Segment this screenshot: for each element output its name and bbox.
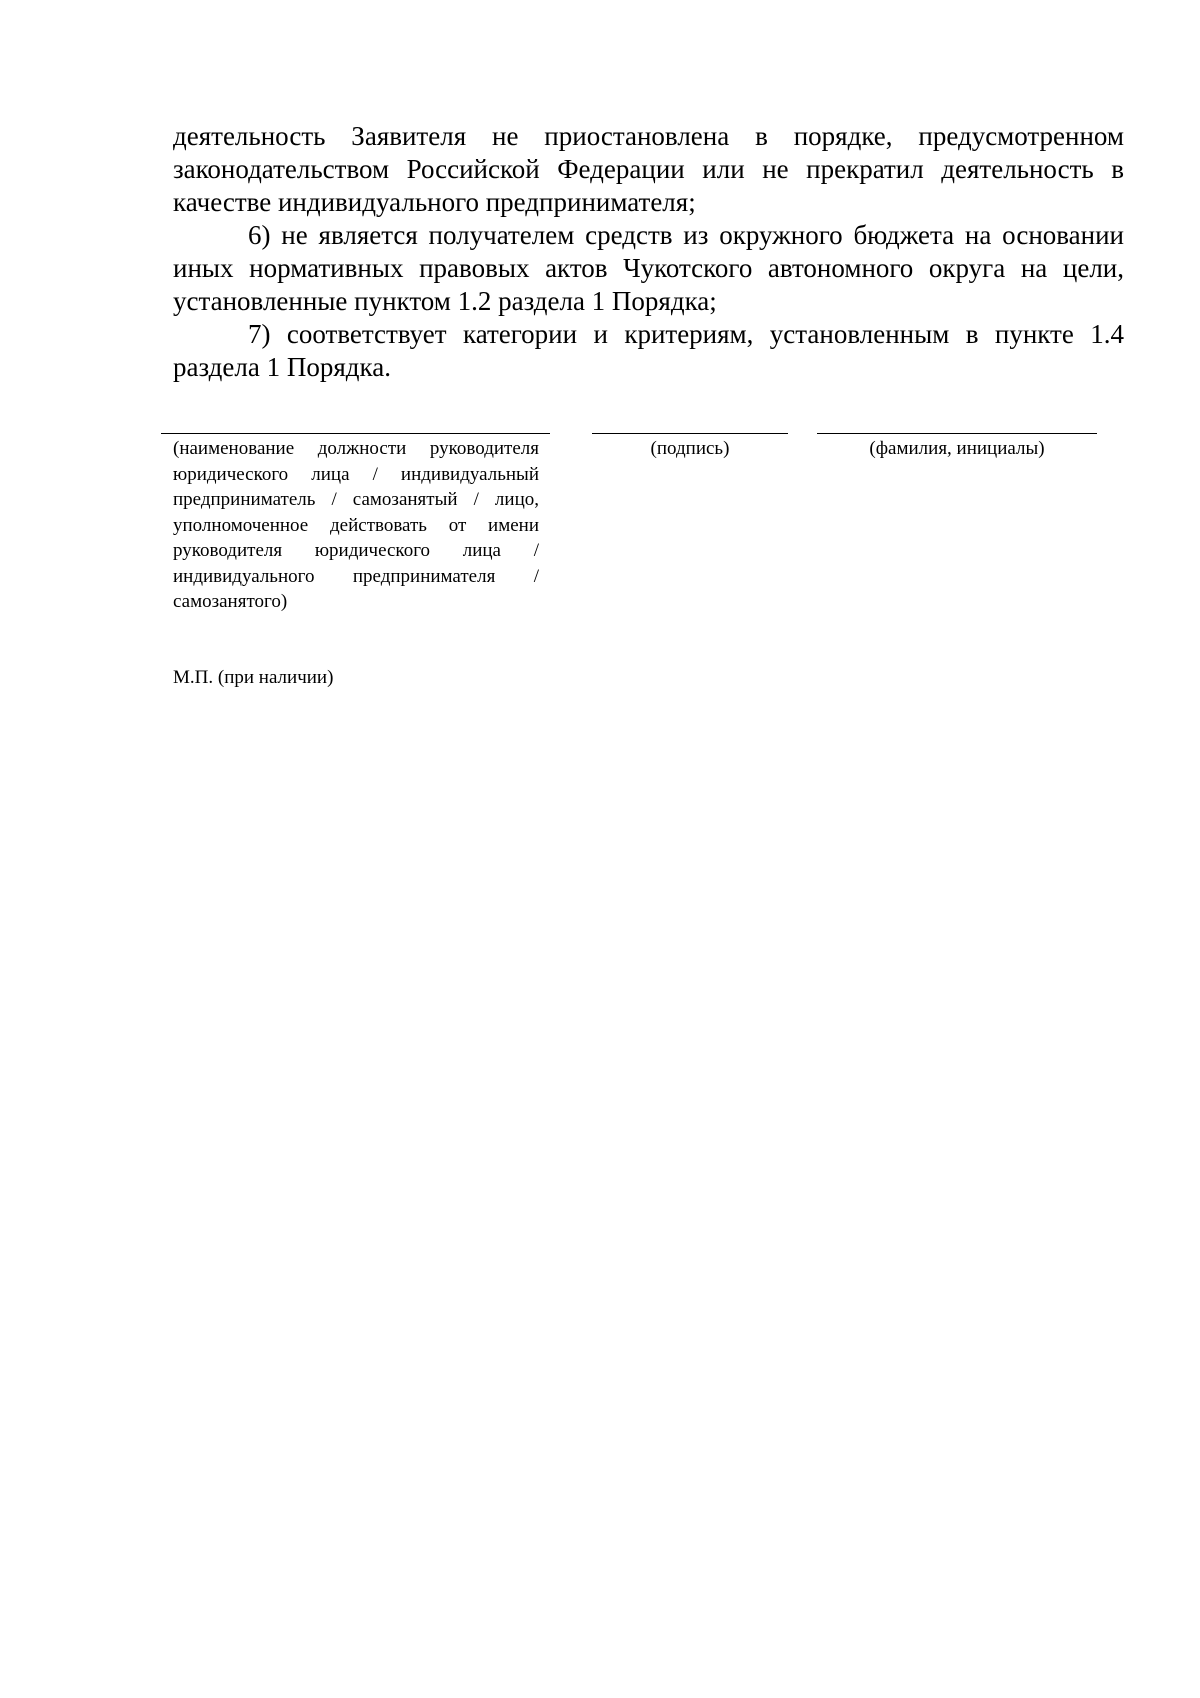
paragraph-activity-not-suspended: деятельность Заявителя не приостановлена в порядке, предусмотренном законодательством Российской Федерации или не прекратил деятельность в качестве индивидуального предпринимателя; (173, 121, 1124, 217)
stamp-note: М.П. (при наличии) (173, 667, 334, 688)
paragraph-item-6: 6) не является получателем средств из окружного бюджета на основании иных нормативных правовых актов Чукотского автономного округа на цели, установленные пунктом 1.2 раздела 1 Порядка; (173, 220, 1124, 316)
signature-caption: (подпись) (650, 438, 730, 459)
name-caption: (фамилия, инициалы) (869, 438, 1045, 459)
paragraph-item-7: 7) соответствует категории и критериям, установленным в пункте 1.4 раздела 1 Порядка. (173, 319, 1124, 382)
position-caption: (наименование должности руководителя юридического лица / индивидуальный предприниматель / самозанятый / лицо, уполномоченное действовать от имени руководителя юридического лица / индивидуального предпринимателя / самозанятого) (173, 438, 539, 612)
signature-line (592, 433, 788, 434)
document-body (173, 120, 1124, 384)
position-signature-line (161, 433, 550, 434)
name-signature-line (817, 433, 1097, 434)
